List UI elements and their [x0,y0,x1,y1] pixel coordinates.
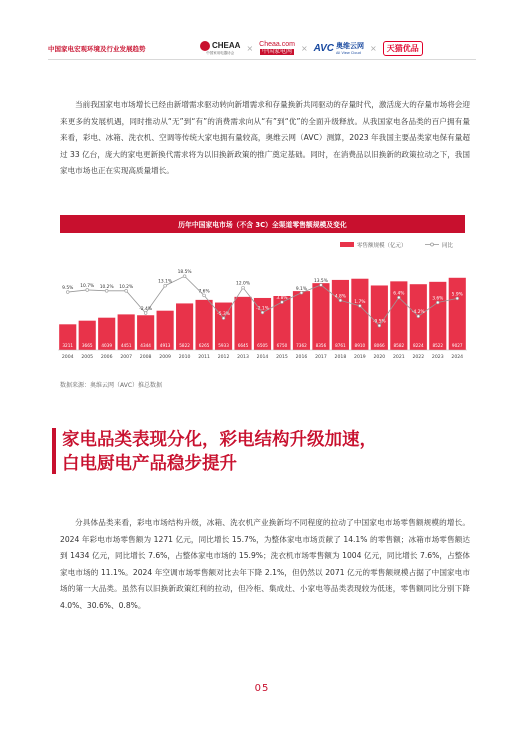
yoy-value-label: -2.1% [256,306,269,312]
logo-separator: × [370,43,377,53]
x-tick-label: 2016 [295,355,308,360]
yoy-point [261,311,264,314]
x-tick-label: 2010 [178,355,191,360]
bar-value-label: 8066 [374,343,385,348]
page-header [0,0,524,64]
yoy-value-label: 18.5% [177,270,192,276]
section-title [62,428,377,476]
bar-value-label: 8356 [315,343,327,348]
bar-value-label: 6645 [237,343,249,348]
yoy-point [320,284,323,287]
chart-bar [429,282,446,350]
cheaa-com-logo: Cheaa.com 中国家电网 [259,41,295,55]
x-tick-label: 2018 [334,355,347,360]
yoy-point [183,275,186,278]
yoy-value-label: 9.1% [295,286,308,292]
tmall-logo: 天猫优品 [383,41,423,56]
x-tick-label: 2020 [373,355,386,360]
chart-bar [449,278,466,350]
yoy-point [222,317,225,320]
yoy-value-label: 1.7% [354,299,366,305]
yoy-value-label: 13.1% [158,279,173,285]
bar-value-label: 8761 [335,343,346,348]
section-accent-bar [52,428,56,474]
logo-separator: × [246,43,254,53]
yoy-point [144,312,147,315]
bar-value-label: 4039 [101,343,113,348]
chart-bar [273,296,290,350]
bar-value-label: 3665 [81,343,93,348]
yoy-point [105,289,108,292]
x-tick-label: 2012 [217,355,230,360]
yoy-point [281,301,284,304]
yoy-point [300,291,303,294]
x-tick-label: 2015 [276,355,288,360]
bar-value-label: 8582 [393,343,405,348]
bar-value-label: 4451 [120,343,132,348]
yoy-point [378,324,381,327]
bar-value-label: 5933 [218,343,229,348]
yoy-value-label: 3.8% [276,296,288,302]
chart-title-banner: 历年中国家电市场（不含 3C）全渠道零售额规模及变化 [60,215,465,233]
avc-logo: AVC 奥维云网 All View Cloud [313,42,365,55]
yoy-point [242,286,245,289]
yoy-value-label: -5.3% [217,312,230,318]
cheaa-logo: CHEAA 中国家用电器协会 [200,41,240,56]
yoy-value-label: -2.4% [139,307,153,313]
bar-value-label: 3211 [62,343,74,348]
x-tick-label: 2014 [256,355,269,360]
yoy-point [66,291,69,294]
section-title-line-2: 白电厨电产品稳步提升 [62,454,237,474]
yoy-point [436,301,439,304]
legend-label-bar: 零售额规模（亿元） [357,243,407,249]
x-tick-label: 2008 [139,355,152,360]
source-note: 数据来源：奥维云网（AVC）推总数据 [60,382,163,389]
yoy-value-label: 5.9% [451,292,463,298]
x-tick-label: 2007 [120,355,133,360]
bar-value-label: 6750 [276,343,288,348]
yoy-value-label: 7.6% [198,289,210,295]
bar-value-label: 7362 [296,343,307,348]
bar-value-label: 8910 [354,343,366,348]
bar-value-label: 9027 [451,343,463,348]
yoy-point [339,299,342,302]
yoy-value-label: 4.8% [334,294,346,300]
bar-value-label: 6265 [198,343,210,348]
yoy-value-label: -9.5% [372,319,386,325]
section-title-line-1: 家电品类表现分化，彩电结构升级加速， [62,430,377,450]
x-tick-label: 2024 [451,355,464,360]
yoy-value-label: 10.7% [80,283,95,289]
yoy-point [125,289,128,292]
yoy-value-label: 13.5% [313,279,328,284]
yoy-value-label: 12.0% [236,281,251,287]
yoy-point [86,289,89,292]
x-tick-label: 2013 [237,355,249,360]
x-tick-label: 2022 [412,355,425,360]
chart-bar [351,279,368,350]
chart-bar [293,291,310,350]
page-number: 05 [254,683,270,694]
x-tick-label: 2004 [61,355,74,360]
x-tick-label: 2009 [159,355,171,360]
bar-value-label: 8522 [432,343,444,348]
yoy-point [203,294,206,297]
bar-value-label: 4344 [140,343,151,348]
chart-bar [371,285,388,350]
intro-paragraph: 当前我国家电市场增长已经由新增需求驱动转向新增需求和存量换新共同驱动的存量时代，激活庞大的存量市场将会迎来更多的发展机遇，同时推动从“无”到“有”的消费需求向从“有”到“优”的全面升级释放。从我国家电各品类的百户拥有量来看，彩电、冰箱、洗衣机、空调等传统大家电拥有量较高，奥维云网（AVC）测算，2023 年我国主要品类家电保有量超过 33 亿台，庞大的家电更新换代需求将为以旧换新政策的推广奠定基础。同时，在消费品以旧换新的政策拉动之下，我国家电市场也正在实现高质量增长。 [60,100,470,175]
yoy-point [417,315,420,318]
legend-marker-line [431,243,434,246]
yoy-value-label: -4.2% [411,310,425,316]
yoy-value-label: 3.6% [432,296,444,302]
yoy-point [164,284,167,287]
chart-bar [332,280,349,350]
x-tick-label: 2017 [315,355,327,360]
x-tick-label: 2005 [81,355,94,360]
x-tick-label: 2021 [392,355,405,360]
legend-label-line: 同比 [442,243,454,249]
partner-logos [200,38,423,58]
x-tick-label: 2006 [100,355,113,360]
x-tick-label: 2023 [431,355,444,360]
bar-value-label: 6505 [257,343,268,348]
body-paragraph: 分具体品类来看，彩电市场结构升级，冰箱、洗衣机产业换新均不同程度的拉动了中国家电市场零售额规模的增长。2024 年彩电市场零售额为 1271 亿元，同比增长 15.7%，为整体家电市场贡献了 14.1% 的零售额；冰箱市场零售额达到 1434 亿元，同比增长 7.6%，占整体家电市场的 15.9%；洗衣机市场零售额为 1004 亿元，同比增长 7.6%，占整体家电市场的 11.1%。2024 年空调市场零售额对比去年下降 2.1%，但仍然以 2071 亿元的零售额规模占据了中国家电市场的第一大品类。虽然有以旧换新政策红利的拉动，但冷柜、集成灶、小家电等品类表现较为低迷，零售额同比分别下降 4.0%、30.6%、0.8%。 [60,518,470,610]
yoy-point [456,297,459,300]
cheaa-mark-icon [200,41,210,51]
x-tick-label: 2011 [198,355,210,360]
retail-sales-chart [55,240,470,368]
bar-value-label: 5822 [179,343,190,348]
yoy-value-label: 6.4% [393,291,405,297]
logo-separator: × [300,43,308,53]
yoy-value-label: 10.2% [119,284,134,290]
bar-value-label: 4913 [159,343,171,348]
x-tick-label: 2019 [354,355,366,360]
yoy-point [397,296,400,299]
bar-value-label: 8224 [412,343,424,348]
yoy-value-label: 9.5% [62,286,74,292]
legend-swatch-bar [340,242,354,247]
header-title: 中国家电宏观环境及行业发展趋势 [48,45,146,53]
yoy-value-label: 10.2% [99,284,114,290]
header-divider [48,59,476,60]
chart-bar [312,283,329,350]
yoy-point [358,304,361,307]
